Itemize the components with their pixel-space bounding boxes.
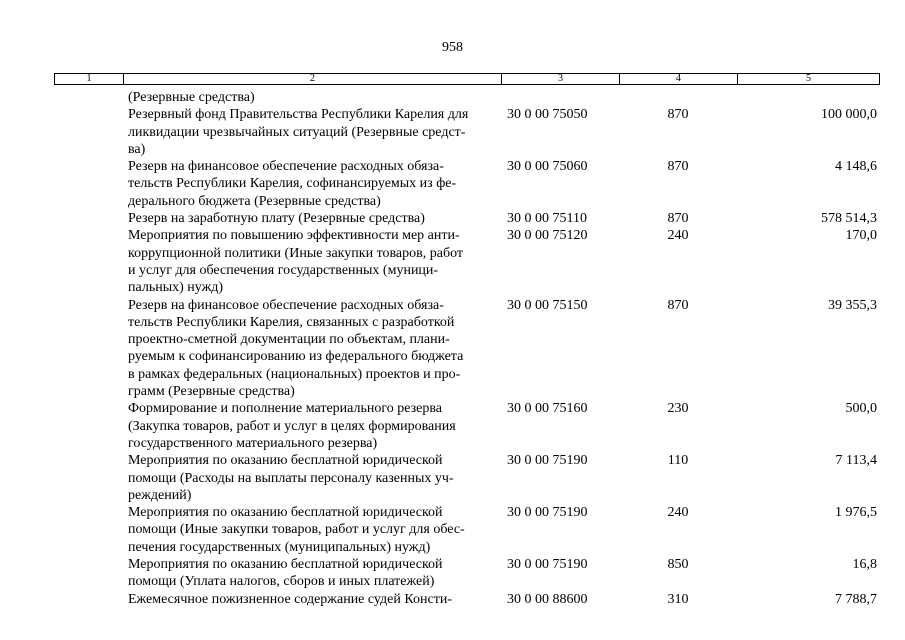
table-row <box>0 210 905 227</box>
expense-name-line: в рамках федеральных (национальных) проектов и про- <box>128 366 461 382</box>
expense-name <box>128 158 500 210</box>
expense-name-line: Ежемесячное пожизненное содержание судей Консти- <box>128 591 452 607</box>
expense-name-line: ва) <box>128 141 146 157</box>
expense-type-code: 240 <box>667 228 689 244</box>
amount: 500,0 <box>845 401 877 417</box>
expense-name-line: помощи (Уплата налогов, сборов и иных платежей) <box>128 574 435 590</box>
expense-name-line: государственного материального резерва) <box>128 435 378 451</box>
target-article-code: 30 0 00 75160 <box>507 401 588 417</box>
table-row <box>0 400 905 452</box>
expense-name-line: Мероприятия по оказанию бесплатной юридической <box>128 557 443 573</box>
expense-type-code: 870 <box>667 159 689 175</box>
expense-name-line: (Резервные средства) <box>128 90 255 105</box>
target-article-code <box>500 89 642 106</box>
page-number: 958 <box>442 40 463 55</box>
expense-name-line: и услуг для обеспечения государственных (муници- <box>128 262 439 278</box>
column-header-1: 1 <box>55 74 124 84</box>
expense-type-code: 870 <box>667 297 689 313</box>
column-header-3: 3 <box>502 74 620 84</box>
amount: 39 355,3 <box>828 297 877 313</box>
amount: 4 148,6 <box>835 159 877 175</box>
table-row <box>0 556 905 591</box>
amount: 100 000,0 <box>821 107 877 123</box>
amount: 7 788,7 <box>835 591 877 607</box>
table-row <box>0 106 905 158</box>
expense-name <box>128 227 500 296</box>
expense-name <box>128 591 500 608</box>
target-article-code: 30 0 00 88600 <box>507 591 588 607</box>
expense-name-line: грамм (Резервные средства) <box>128 384 295 400</box>
expense-name-line: реждений) <box>128 487 192 503</box>
column-header-2: 2 <box>124 74 502 84</box>
expense-type-code: 870 <box>667 107 689 123</box>
amount: 578 514,3 <box>821 211 877 227</box>
expense-name <box>128 210 500 227</box>
table-row <box>0 158 905 210</box>
expense-name <box>128 89 500 106</box>
expense-name-line: дерального бюджета (Резервные средства) <box>128 193 381 209</box>
expense-type-code: 850 <box>667 557 689 573</box>
expense-name-line: Резервный фонд Правительства Республики Карелия для <box>128 107 469 123</box>
expense-name-line: Резерв на заработную плату (Резервные средства) <box>128 211 425 227</box>
expense-name-line: Формирование и пополнение материального резерва <box>128 401 443 417</box>
table-row <box>0 591 905 608</box>
expense-name <box>128 106 500 158</box>
expense-name-line: (Закупка товаров, работ и услуг в целях формирования <box>128 418 456 434</box>
expense-name-line: печения государственных (муниципальных) нужд) <box>128 539 431 555</box>
expense-name-line: тельств Республики Карелия, софинансируемых из фе- <box>128 176 457 192</box>
expense-name <box>128 400 500 452</box>
amount: 16,8 <box>852 557 877 573</box>
expense-name-line: помощи (Иные закупки товаров, работ и услуг для обес- <box>128 522 465 538</box>
expense-name-line: Мероприятия по оказанию бесплатной юридической <box>128 453 443 469</box>
expense-name <box>128 504 500 556</box>
expense-name-line: Мероприятия по повышению эффективности мер анти- <box>128 228 460 244</box>
expense-type-code: 870 <box>667 211 689 227</box>
target-article-code: 30 0 00 75050 <box>507 107 588 123</box>
table-row <box>0 227 905 296</box>
expense-type-code: 230 <box>667 401 689 417</box>
expense-type-code: 240 <box>667 505 689 521</box>
expense-type-code: 110 <box>667 453 689 469</box>
target-article-code: 30 0 00 75110 <box>507 211 587 227</box>
amount: 7 113,4 <box>835 453 877 469</box>
expense-type-code <box>642 89 714 106</box>
expense-name-line: помощи (Расходы на выплаты персоналу казенных уч- <box>128 470 454 486</box>
column-number-header <box>54 73 880 85</box>
expense-name-line: тельств Республики Карелия, связанных с разработкой <box>128 314 455 330</box>
column-header-5: 5 <box>806 73 811 84</box>
amount: 1 976,5 <box>835 505 877 521</box>
target-article-code: 30 0 00 75190 <box>507 505 588 521</box>
expense-name <box>128 452 500 504</box>
target-article-code: 30 0 00 75190 <box>507 453 588 469</box>
expense-type-code: 310 <box>667 591 689 607</box>
expense-name-line: Мероприятия по оказанию бесплатной юридической <box>128 505 443 521</box>
amount <box>714 89 877 106</box>
amount: 170,0 <box>845 228 877 244</box>
table-row <box>0 297 905 401</box>
expense-name-line: Резерв на финансовое обеспечение расходных обяза- <box>128 159 444 175</box>
expense-name-line: руемым к софинансированию из федерального бюджета <box>128 349 464 365</box>
expense-name-line: ликвидации чрезвычайных ситуаций (Резервные средст- <box>128 124 466 140</box>
expense-name <box>128 556 500 591</box>
expense-name-line: пальных) нужд) <box>128 280 224 296</box>
column-header-4: 4 <box>620 74 738 84</box>
expense-name-line: проектно-сметной документации по объектам, плани- <box>128 332 450 348</box>
expense-name-line: коррупционной политики (Иные закупки товаров, работ <box>128 245 464 261</box>
target-article-code: 30 0 00 75150 <box>507 297 588 313</box>
target-article-code: 30 0 00 75190 <box>507 557 588 573</box>
target-article-code: 30 0 00 75060 <box>507 159 588 175</box>
table-row <box>0 452 905 504</box>
budget-table-body <box>0 89 905 608</box>
target-article-code: 30 0 00 75120 <box>507 228 588 244</box>
expense-name-line: Резерв на финансовое обеспечение расходных обяза- <box>128 297 444 313</box>
table-row <box>0 504 905 556</box>
table-row <box>0 89 905 106</box>
expense-name <box>128 297 500 401</box>
